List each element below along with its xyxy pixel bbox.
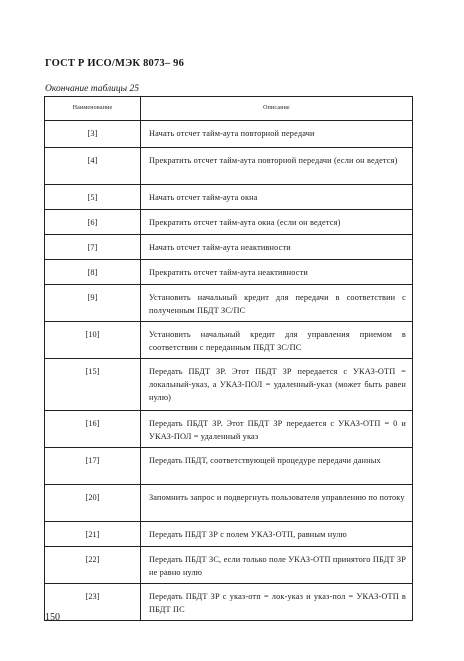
table-row	[45, 411, 413, 448]
row-description-cell: Запомнить запрос и подвергнуть пользователя управлению по потоку	[141, 485, 413, 522]
table-row	[45, 584, 413, 621]
table-caption: Окончание таблицы 25	[45, 84, 139, 94]
table-header-row	[45, 97, 413, 121]
row-name-cell: [20]	[45, 485, 141, 522]
table-row	[45, 285, 413, 322]
row-name-cell: [17]	[45, 448, 141, 485]
table-row	[45, 322, 413, 359]
row-description-cell: Передать ПБДТ ЗР с указ-отп = лок-указ и указ-пол = УКАЗ-ОТП в ПБДТ ПС	[141, 584, 413, 621]
table-row	[45, 522, 413, 547]
row-name-cell: [22]	[45, 547, 141, 584]
actions-table	[44, 96, 413, 621]
page-number: 150	[45, 612, 60, 623]
table-row	[45, 485, 413, 522]
row-description-cell: Начать отсчет тайм-аута повторной передачи	[141, 121, 413, 148]
table-row	[45, 547, 413, 584]
row-description-cell: Прекратить отсчет тайм-аута повторной передачи (если он ведется)	[141, 148, 413, 185]
row-name-cell: [7]	[45, 235, 141, 260]
row-name-cell: [21]	[45, 522, 141, 547]
table-row	[45, 260, 413, 285]
row-description-cell: Передать ПБДТ ЗС, если только поле УКАЗ-ОТП принятого ПБДТ ЗР не равно нулю	[141, 547, 413, 584]
row-description-cell: Прекратить отсчет тайм-аута неактивности	[141, 260, 413, 285]
row-description-cell: Прекратить отсчет тайм-аута окна (если он ведется)	[141, 210, 413, 235]
row-name-cell: [9]	[45, 285, 141, 322]
table-row	[45, 148, 413, 185]
row-name-cell: [6]	[45, 210, 141, 235]
row-name-cell: [5]	[45, 185, 141, 210]
row-description-cell: Передать ПБДТ, соответствующей процедуре передачи данных	[141, 448, 413, 485]
row-name-cell: [23]	[45, 584, 141, 621]
row-description-cell: Передать ПБДТ ЗР. Этот ПБДТ ЗР передается с УКАЗ-ОТП = 0 и УКАЗ-ПОЛ = удаленный указ	[141, 411, 413, 448]
table-row	[45, 185, 413, 210]
table-row	[45, 359, 413, 411]
row-name-cell: [15]	[45, 359, 141, 411]
table-row	[45, 235, 413, 260]
table-row	[45, 121, 413, 148]
document-header: ГОСТ Р ИСО/МЭК 8073– 96	[45, 58, 185, 69]
row-name-cell: [8]	[45, 260, 141, 285]
row-description-cell: Начать отсчет тайм-аута окна	[141, 185, 413, 210]
row-name-cell: [3]	[45, 121, 141, 148]
row-description-cell: Передать ПБДТ ЗР. Этот ПБДТ ЗР передается с УКАЗ-ОТП = локальный-указ, а УКАЗ-ПОЛ = удаленный-указ (может быть равен нулю)	[141, 359, 413, 411]
table-row	[45, 210, 413, 235]
row-description-cell: Установить начальный кредит для управления приемом в соответствии с переданным ПБДТ ЗС/ПС	[141, 322, 413, 359]
column-header-description: Описание	[141, 97, 413, 121]
row-description-cell: Установить начальный кредит для передачи в соответствии с полученным ПБДТ ЗС/ПС	[141, 285, 413, 322]
row-name-cell: [16]	[45, 411, 141, 448]
table-row	[45, 448, 413, 485]
column-header-name: Наименование	[45, 97, 141, 121]
row-name-cell: [10]	[45, 322, 141, 359]
row-name-cell: [4]	[45, 148, 141, 185]
row-description-cell: Начать отсчет тайм-аута неактивности	[141, 235, 413, 260]
row-description-cell: Передать ПБДТ ЗР с полем УКАЗ-ОТП, равным нулю	[141, 522, 413, 547]
